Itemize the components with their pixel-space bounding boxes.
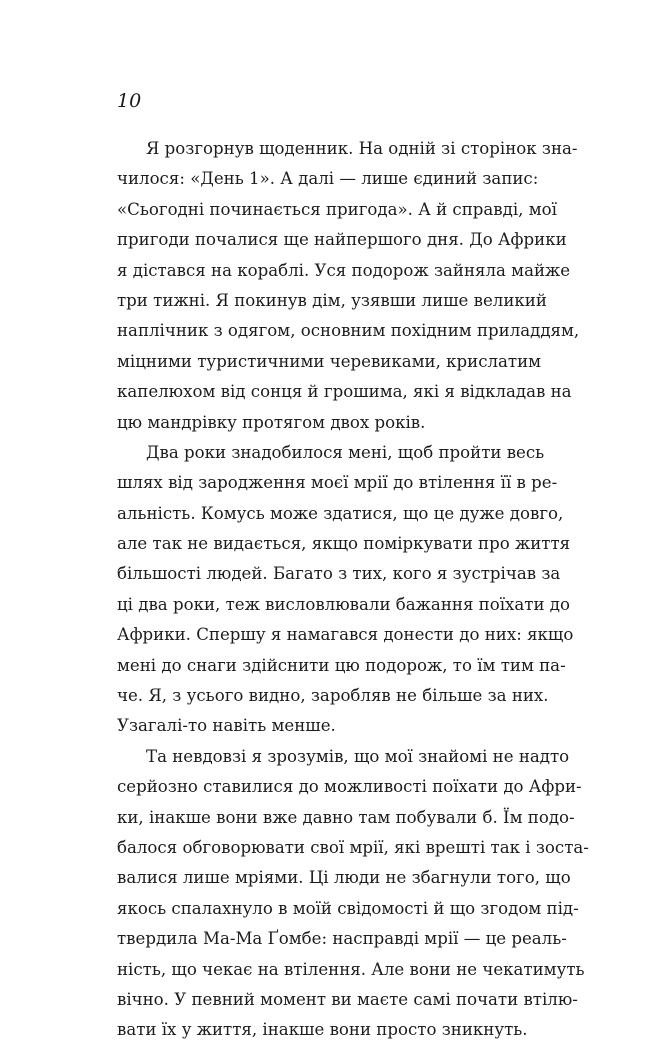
- text-line: цю мандрівку протягом двох років.: [117, 412, 426, 432]
- text-line: Та невдовзі я зрозумів, що мої знайомі не надто: [146, 746, 570, 766]
- text-line: твердила Ма-Ма Ґомбе: насправді мрії — це реаль-: [117, 929, 567, 949]
- paragraph-1: [117, 134, 580, 438]
- text-line: капелюхом від сонця й грошима, які я відкладав на: [117, 382, 572, 402]
- paragraph-3: [117, 742, 589, 1046]
- text-line: балося обговорювати свої мрії, які врешті так і зоста-: [117, 837, 589, 857]
- text-line: ці два роки, теж висловлювали бажання поїхати до: [117, 594, 571, 614]
- text-line: міцними туристичними черевиками, крислатим: [117, 351, 542, 371]
- body-text: [117, 134, 589, 1046]
- page-number: 10: [117, 90, 142, 112]
- text-line: ність, що чекає на втілення. Але вони не чекатимуть: [117, 959, 585, 979]
- text-line: якось спалахнуло в моїй свідомості й що згодом під-: [117, 898, 579, 918]
- text-line: наплічник з одягом, основним похідним приладдям,: [117, 321, 580, 341]
- text-line: вати їх у життя, інакше вони просто зникнуть.: [117, 1020, 528, 1040]
- text-line: але так не видається, якщо поміркувати про життя: [117, 534, 571, 554]
- text-line: Узагалі-то навіть менше.: [117, 716, 336, 736]
- text-line: валися лише мріями. Ці люди не збагнули того, що: [117, 868, 571, 888]
- text-line: Африки. Спершу я намагався донести до них: якщо: [117, 625, 574, 645]
- text-line: три тижні. Я покинув дім, узявши лише великий: [117, 290, 547, 310]
- text-line: альність. Комусь може здатися, що це дуже довго,: [117, 503, 564, 523]
- text-line: ки, інакше вони вже давно там побували б. Їм подо-: [117, 807, 575, 827]
- text-line: я дістався на кораблі. Уся подорож зайняла майже: [117, 260, 571, 280]
- text-line: пригоди почалися ще найпершого дня. До Африки: [117, 230, 567, 250]
- text-line: серйозно ставилися до можливості поїхати до Афри-: [117, 777, 582, 797]
- text-line: Два роки знадобилося мені, щоб пройти весь: [146, 442, 545, 462]
- text-line: Я розгорнув щоденник. На одній зі сторінок зна-: [146, 139, 578, 158]
- text-line: чилося: «День 1». А далі — лише єдиний запис:: [117, 169, 539, 189]
- text-line: вічно. У певний момент ви маєте самі почати втілю-: [117, 989, 578, 1009]
- text-line: шлях від зародження моєї мрії до втілення її в ре-: [117, 473, 558, 493]
- text-line: більшості людей. Багато з тих, кого я зустрічав за: [117, 564, 561, 584]
- paragraph-2: [117, 438, 574, 742]
- text-line: че. Я, з усього видно, заробляв не більше за них.: [117, 686, 549, 706]
- text-line: «Сьогодні починається пригода». А й справді, мої: [117, 199, 557, 219]
- text-line: мені до снаги здійснити цю подорож, то їм тим па-: [117, 655, 566, 675]
